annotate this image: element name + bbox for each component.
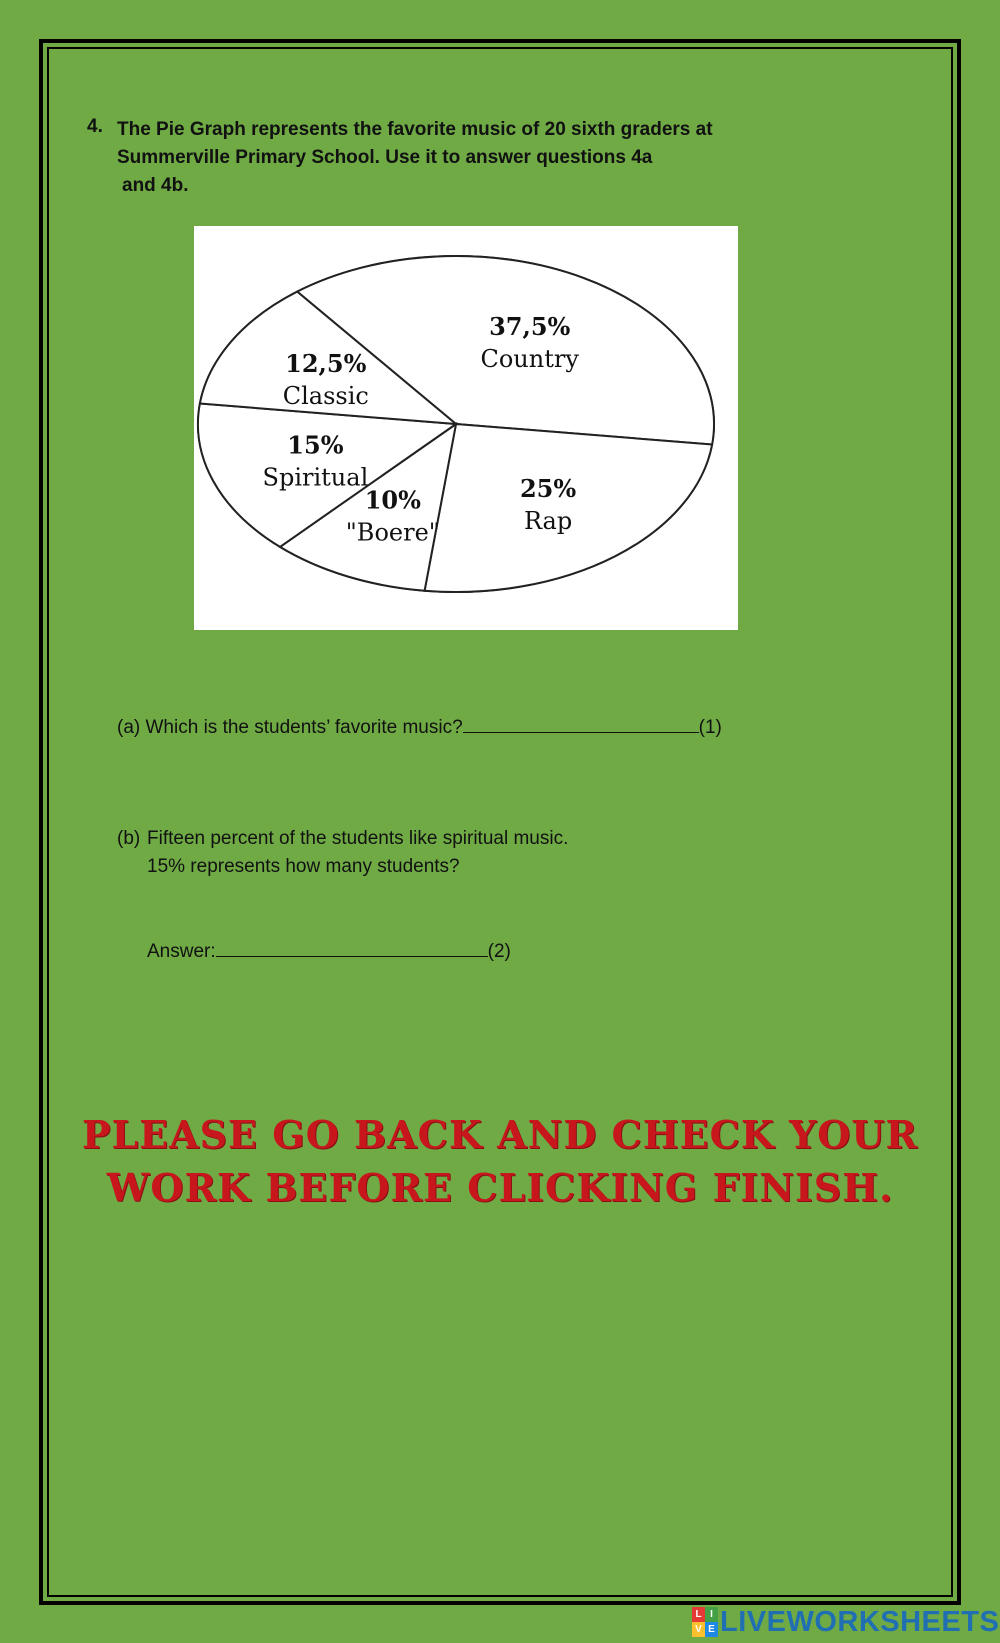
pie-category-label-country: Country bbox=[480, 345, 579, 374]
logo-letter-v: V bbox=[692, 1622, 705, 1637]
pie-value-label-rap: 25% bbox=[519, 473, 577, 503]
warning-line-1: PLEASE GO BACK AND CHECK YOUR bbox=[81, 1112, 919, 1157]
liveworksheets-brand[interactable] bbox=[692, 1604, 999, 1640]
part-b-answer bbox=[147, 940, 511, 963]
part-a-text: (a) Which is the students’ favorite music? bbox=[117, 717, 463, 738]
pie-chart bbox=[194, 226, 738, 630]
pie-category-label-boere: "Boere" bbox=[345, 518, 440, 547]
brand-name: LIVEWORKSHEETS bbox=[720, 1605, 1000, 1638]
part-b-line-1: Fifteen percent of the students like spiritual music. bbox=[147, 828, 569, 849]
part-a-marks: (1) bbox=[698, 717, 722, 738]
pie-value-label-classic: 12,5% bbox=[285, 349, 367, 378]
warning-line-2: WORK BEFORE CLICKING FINISH. bbox=[106, 1165, 894, 1210]
finish-warning bbox=[60, 1108, 940, 1214]
part-b-marks: (2) bbox=[487, 941, 511, 962]
pie-value-label-spiritual: 15% bbox=[287, 430, 344, 460]
part-b-line-2: 15% represents how many students? bbox=[147, 856, 460, 877]
answer-label: Answer: bbox=[147, 941, 216, 962]
liveworksheets-logo-icon bbox=[692, 1607, 718, 1637]
question-text bbox=[117, 116, 757, 200]
question-line-3: and 4b. bbox=[122, 175, 189, 196]
part-b-answer-blank[interactable] bbox=[216, 940, 488, 957]
part-a-question bbox=[117, 716, 722, 739]
part-a-answer-blank[interactable] bbox=[463, 716, 699, 733]
question-line-1: The Pie Graph represents the favorite music of 20 sixth graders at bbox=[117, 119, 713, 140]
pie-chart-svg bbox=[194, 226, 738, 630]
pie-value-label-country: 37,5% bbox=[489, 312, 571, 342]
pie-category-label-spiritual: Spiritual bbox=[262, 463, 369, 492]
logo-letter-l: L bbox=[692, 1607, 705, 1622]
pie-value-label-boere: 10% bbox=[364, 485, 421, 515]
question-number: 4. bbox=[87, 116, 103, 137]
pie-category-label-classic: Classic bbox=[282, 382, 369, 410]
question-line-2: Summerville Primary School. Use it to answer questions 4a bbox=[117, 147, 653, 168]
pie-category-label-rap: Rap bbox=[523, 506, 573, 535]
part-b-label: (b) bbox=[117, 828, 141, 849]
logo-letter-e: E bbox=[705, 1622, 718, 1637]
logo-letter-i: I bbox=[705, 1607, 718, 1622]
